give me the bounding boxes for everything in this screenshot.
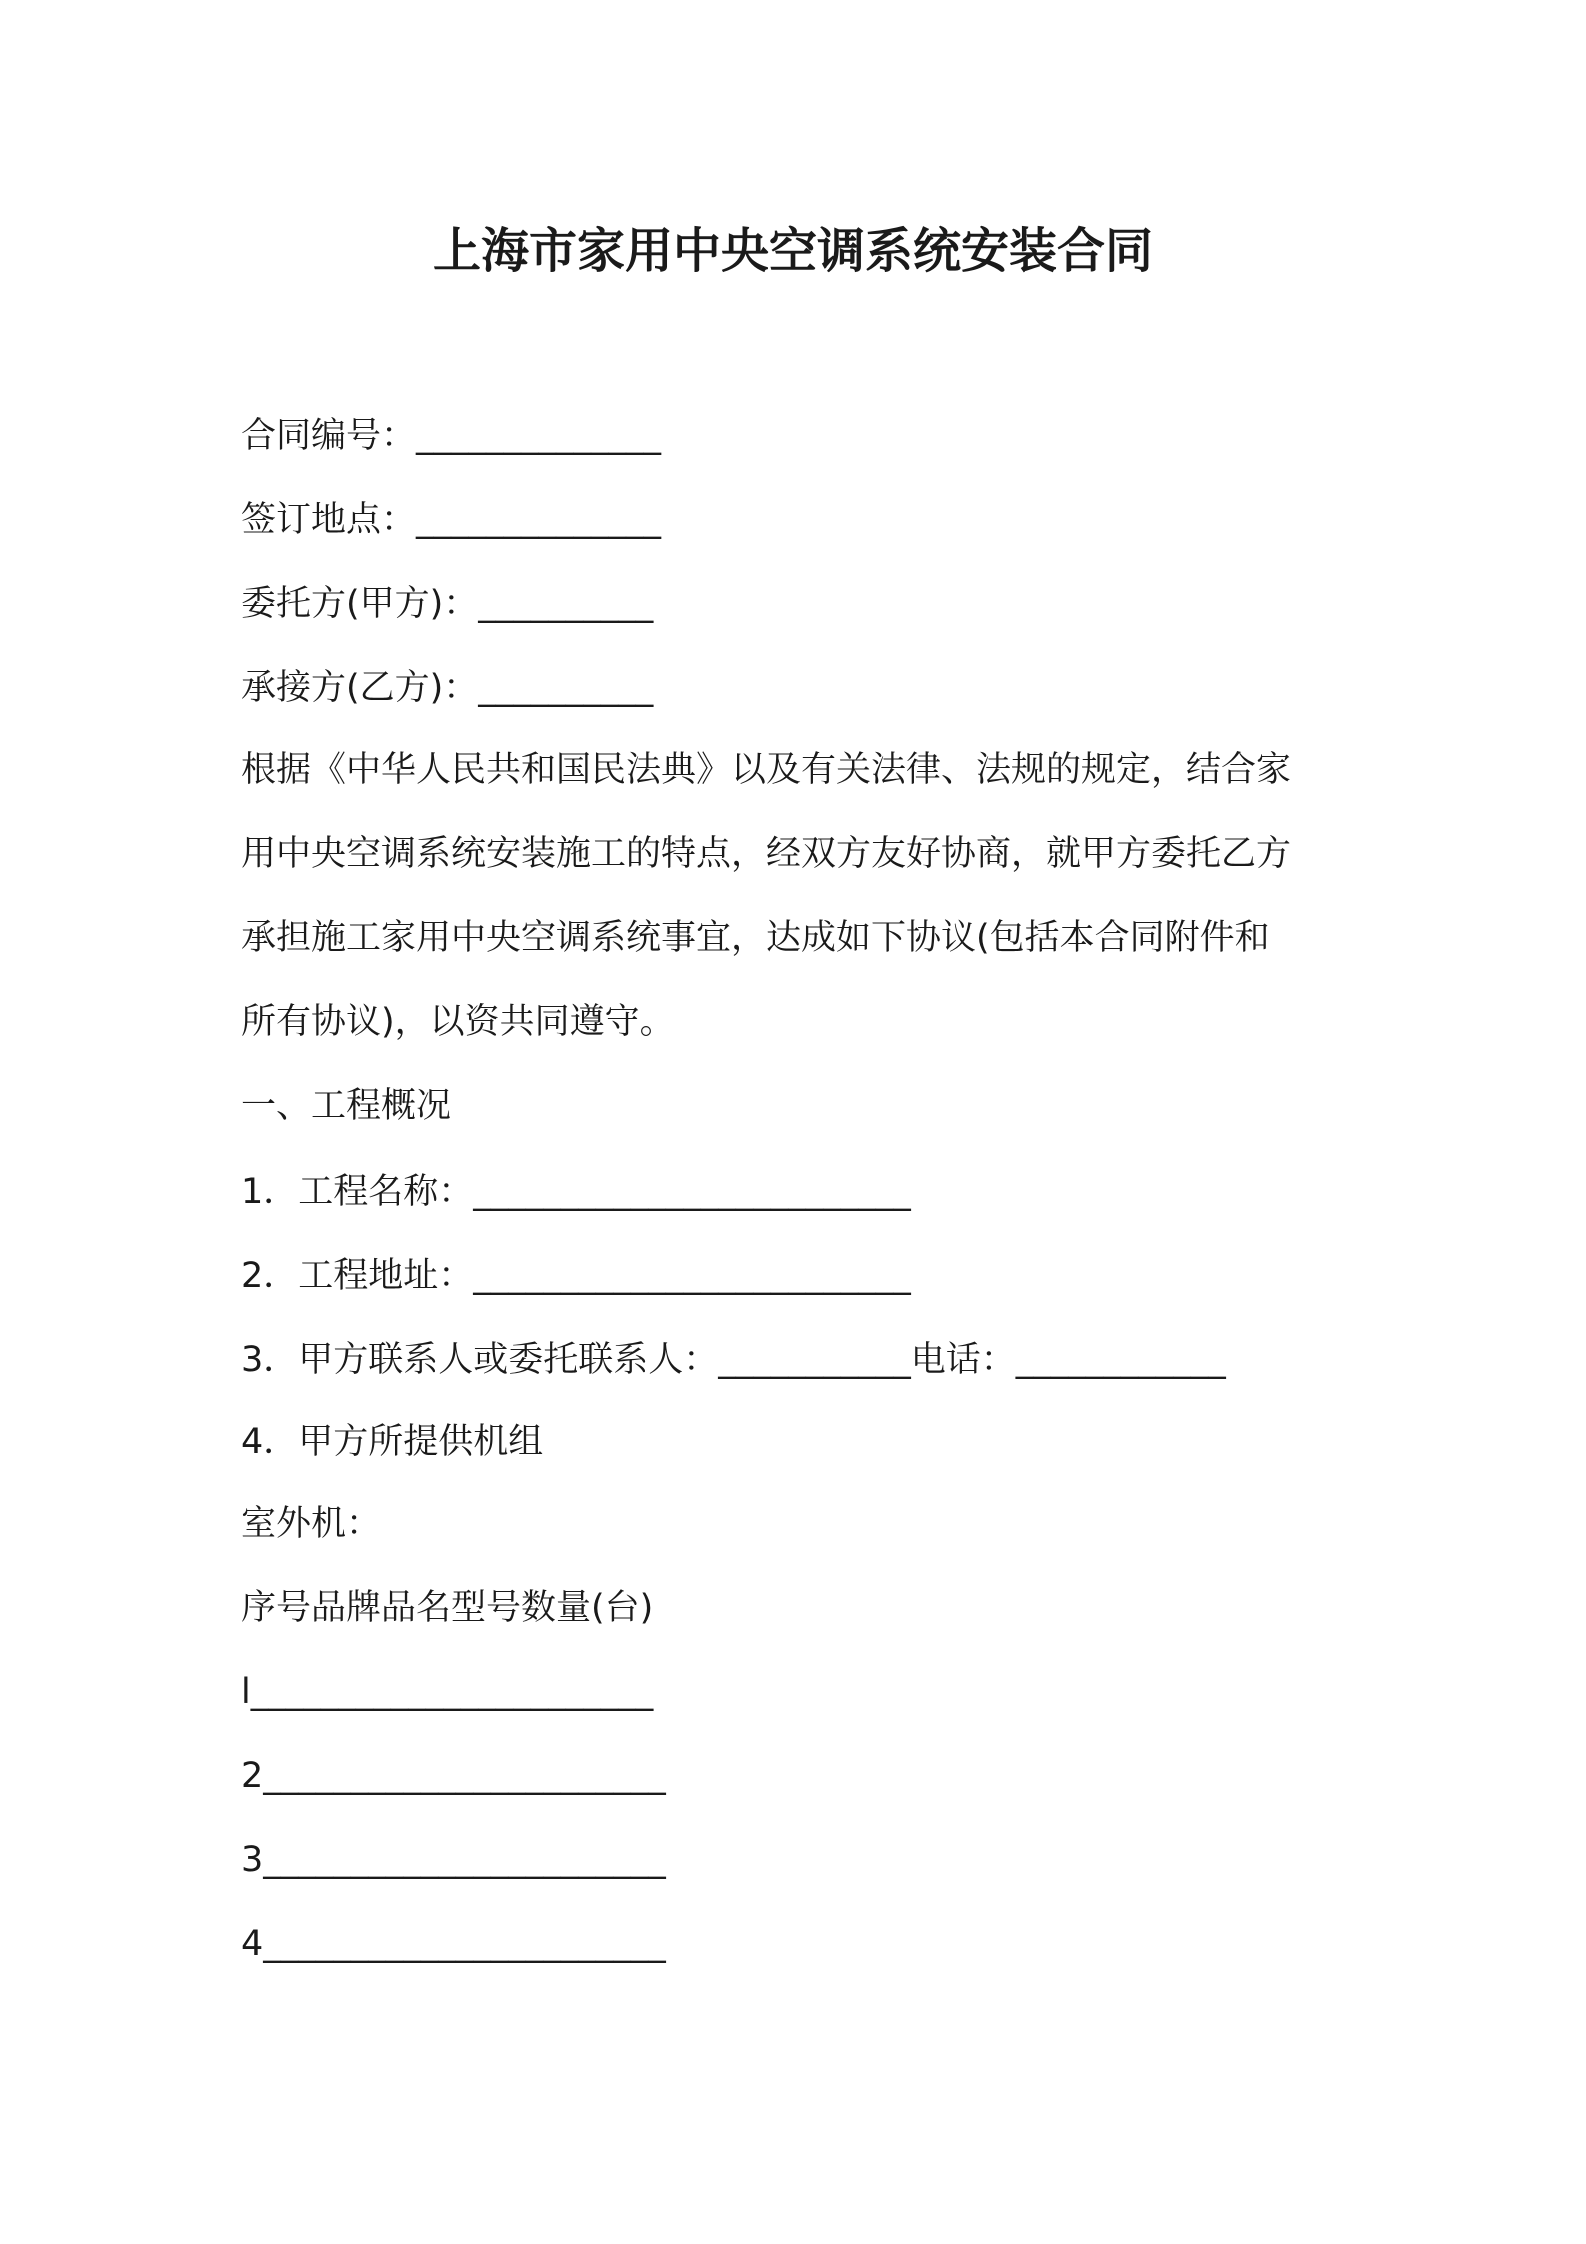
unit-table-header: 序号品牌品名型号数量(台) xyxy=(241,1588,654,1628)
unit-row: 3_______________________ xyxy=(241,1840,666,1880)
preamble-line: 根据《中华人民共和国民法典》以及有关法律、法规的规定，结合家 xyxy=(241,750,1292,790)
project-name-field: 1．工程名称：_________________________ xyxy=(241,1172,911,1212)
section-heading: 一、工程概况 xyxy=(241,1086,452,1126)
unit-row: 4_______________________ xyxy=(241,1924,666,1964)
contact-phone-field: 3．甲方联系人或委托联系人：___________电话：____________ xyxy=(241,1340,1226,1380)
party-b-field: 承接方(乙方)：__________ xyxy=(241,668,654,708)
party-a-field: 委托方(甲方)：__________ xyxy=(241,584,654,624)
document-title: 上海市家用中央空调系统安装合同 xyxy=(432,223,1153,279)
preamble-paragraph xyxy=(241,746,1361,1042)
unit-row: l_______________________ xyxy=(241,1672,654,1712)
preamble-line: 用中央空调系统安装施工的特点，经双方友好协商，就甲方委托乙方 xyxy=(241,834,1292,874)
units-provided-heading: 4．甲方所提供机组 xyxy=(241,1422,544,1462)
outdoor-unit-label: 室外机： xyxy=(241,1504,382,1544)
preamble-line: 承担施工家用中央空调系统事宜，达成如下协议(包括本合同附件和 xyxy=(241,918,1270,958)
contract-number-field: 合同编号：______________ xyxy=(241,416,662,456)
project-address-field: 2．工程地址：_________________________ xyxy=(241,1256,911,1296)
signing-place-field: 签订地点：______________ xyxy=(241,500,662,540)
unit-row: 2_______________________ xyxy=(241,1756,666,1796)
preamble-line: 所有协议)，以资共同遵守。 xyxy=(241,1002,675,1042)
